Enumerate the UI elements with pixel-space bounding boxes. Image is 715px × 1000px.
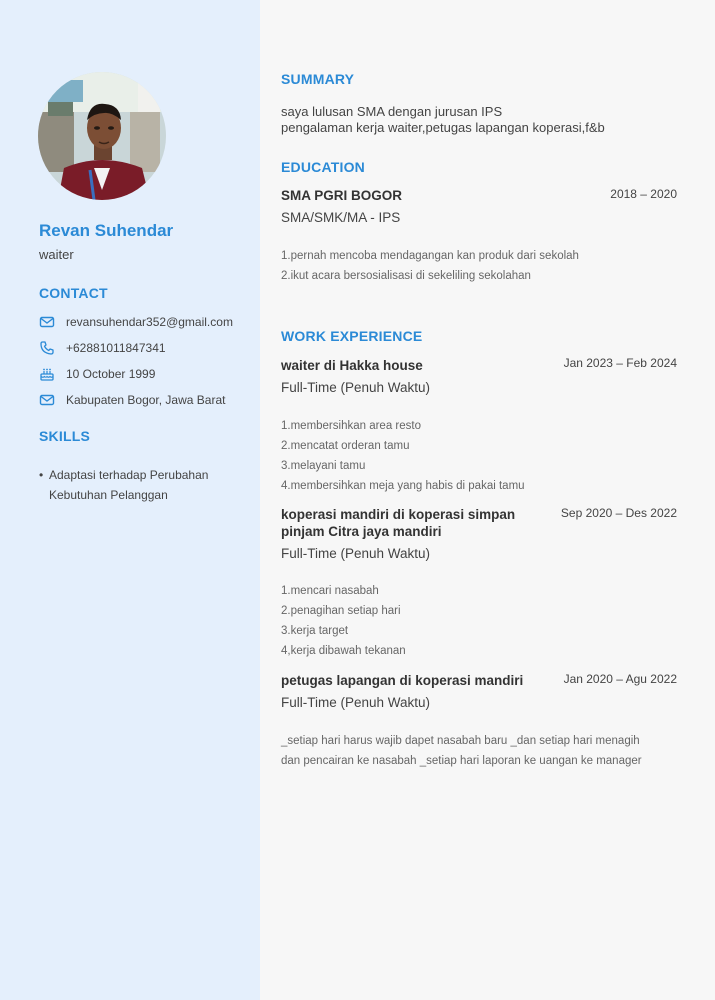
- phone-icon: [39, 340, 55, 356]
- job-note: _setiap hari harus wajib dapet nasabah baru _dan setiap hari menagih: [281, 735, 640, 747]
- contact-location-text: Kabupaten Bogor, Jawa Barat: [66, 393, 226, 407]
- job-note: dan pencairan ke nasabah _setiap hari laporan ke uangan ke manager: [281, 755, 642, 767]
- education-school: SMA PGRI BOGOR: [281, 188, 403, 203]
- job-note: 4.membersihkan meja yang habis di pakai tamu: [281, 480, 525, 492]
- job-note: 4,kerja dibawah tekanan: [281, 645, 406, 657]
- contact-birthday-text: 10 October 1999: [66, 367, 156, 381]
- job-type: Full-Time (Penuh Waktu): [281, 546, 431, 561]
- job-title: koperasi mandiri di koperasi simpan: [281, 507, 516, 522]
- contact-phone-text: +62881011847341: [66, 341, 166, 355]
- contact-phone[interactable]: [39, 339, 166, 357]
- skills-heading: SKILLS: [39, 428, 90, 444]
- skill-item: [39, 465, 244, 505]
- summary-line: saya lulusan SMA dengan jurusan IPS: [281, 104, 503, 119]
- contact-email[interactable]: [39, 313, 233, 331]
- education-heading: EDUCATION: [281, 159, 365, 175]
- location-mail-icon: [39, 392, 55, 408]
- job-title: waiter di Hakka house: [281, 358, 423, 373]
- contact-heading: CONTACT: [39, 285, 108, 301]
- cake-icon: [39, 366, 55, 382]
- job-title: pinjam Citra jaya mandiri: [281, 524, 442, 539]
- skill-item-text: Adaptasi terhadap Perubahan Kebutuhan Pelanggan: [49, 468, 209, 502]
- education-degree: SMA/SMK/MA - IPS: [281, 210, 401, 225]
- mail-icon: [39, 314, 55, 330]
- avatar: [38, 72, 166, 200]
- education-note: 2.ikut acara bersosialisasi di sekeliling sekolahan: [281, 270, 531, 282]
- job-note: 3.melayani tamu: [281, 460, 366, 472]
- profile-role: waiter: [39, 247, 74, 262]
- work-heading: WORK EXPERIENCE: [281, 328, 423, 344]
- job-note: 1.membersihkan area resto: [281, 420, 421, 432]
- contact-email-text: revansuhendar352@gmail.com: [66, 315, 233, 329]
- summary-line: pengalaman kerja waiter,petugas lapangan koperasi,f&b: [281, 120, 605, 135]
- job-type: Full-Time (Penuh Waktu): [281, 380, 431, 395]
- profile-name: Revan Suhendar: [39, 221, 174, 240]
- job-note: 2.mencatat orderan tamu: [281, 440, 410, 452]
- education-note: 1.pernah mencoba mendagangan kan produk dari sekolah: [281, 250, 579, 262]
- summary-heading: SUMMARY: [281, 71, 355, 87]
- sidebar: [0, 0, 260, 1000]
- education-period: 2018 – 2020: [610, 187, 677, 201]
- job-period: Sep 2020 – Des 2022: [560, 506, 677, 520]
- job-period: Jan 2020 – Agu 2022: [563, 672, 677, 686]
- contact-birthday: [39, 365, 155, 383]
- job-period: Jan 2023 – Feb 2024: [563, 356, 677, 370]
- job-note: 2.penagihan setiap hari: [281, 605, 401, 617]
- contact-location: [39, 391, 225, 409]
- job-title: petugas lapangan di koperasi mandiri: [281, 673, 524, 688]
- job-note: 1.mencari nasabah: [281, 585, 379, 597]
- job-type: Full-Time (Penuh Waktu): [281, 695, 431, 710]
- bullet-icon: •: [39, 468, 44, 482]
- job-note: 3.kerja target: [281, 625, 349, 637]
- main-content: [260, 0, 715, 1000]
